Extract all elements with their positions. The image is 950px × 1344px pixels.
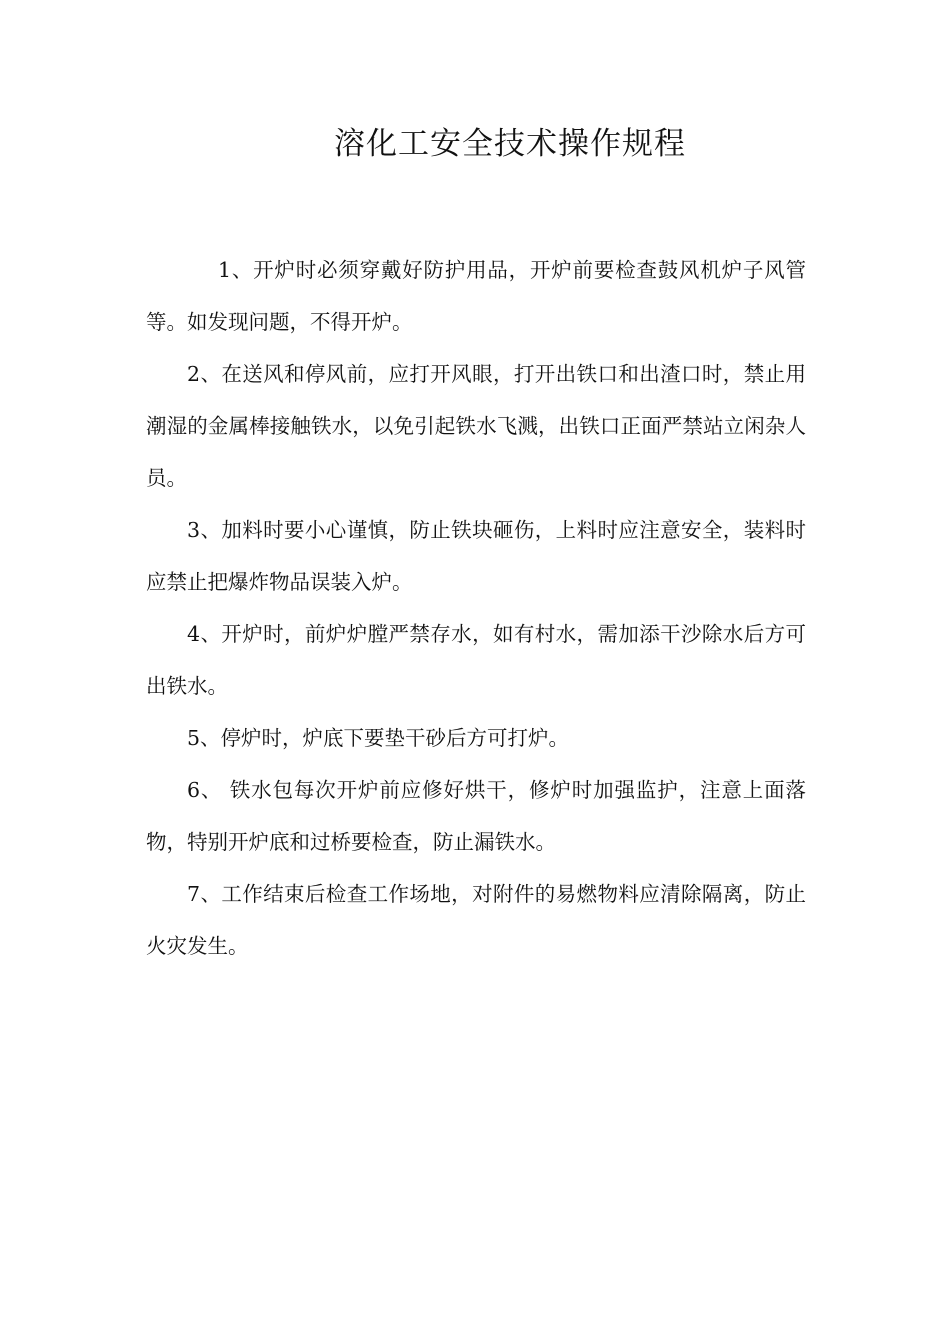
document-body (146, 244, 806, 972)
paragraph-3: 3、加料时要小心谨慎，防止铁块砸伤，上料时应注意安全，装料时应禁止把爆炸物品误装入炉。 (146, 518, 806, 594)
paragraph-6: 6、 铁水包每次开炉前应修好烘干，修炉时加强监护，注意上面落物，特别开炉底和过桥要检查，防止漏铁水。 (146, 778, 806, 854)
paragraph-5: 5、停炉时，炉底下要垫干砂后方可打炉。 (187, 726, 570, 750)
paragraph-1: 1、开炉时必须穿戴好防护用品，开炉前要检查鼓风机炉子风管等。如发现问题，不得开炉。 (146, 258, 806, 334)
paragraph-4: 4、开炉时，前炉炉膛严禁存水，如有村水，需加添干沙除水后方可出铁水。 (146, 622, 806, 698)
paragraph-7: 7、工作结束后检查工作场地，对附件的易燃物料应清除隔离，防止火灾发生。 (146, 882, 806, 958)
paragraph-2: 2、在送风和停风前，应打开风眼，打开出铁口和出渣口时，禁止用潮湿的金属棒接触铁水，以免引起铁水飞溅，出铁口正面严禁站立闲杂人员。 (146, 362, 806, 490)
document-title: 溶化工安全技术操作规程 (334, 126, 686, 162)
